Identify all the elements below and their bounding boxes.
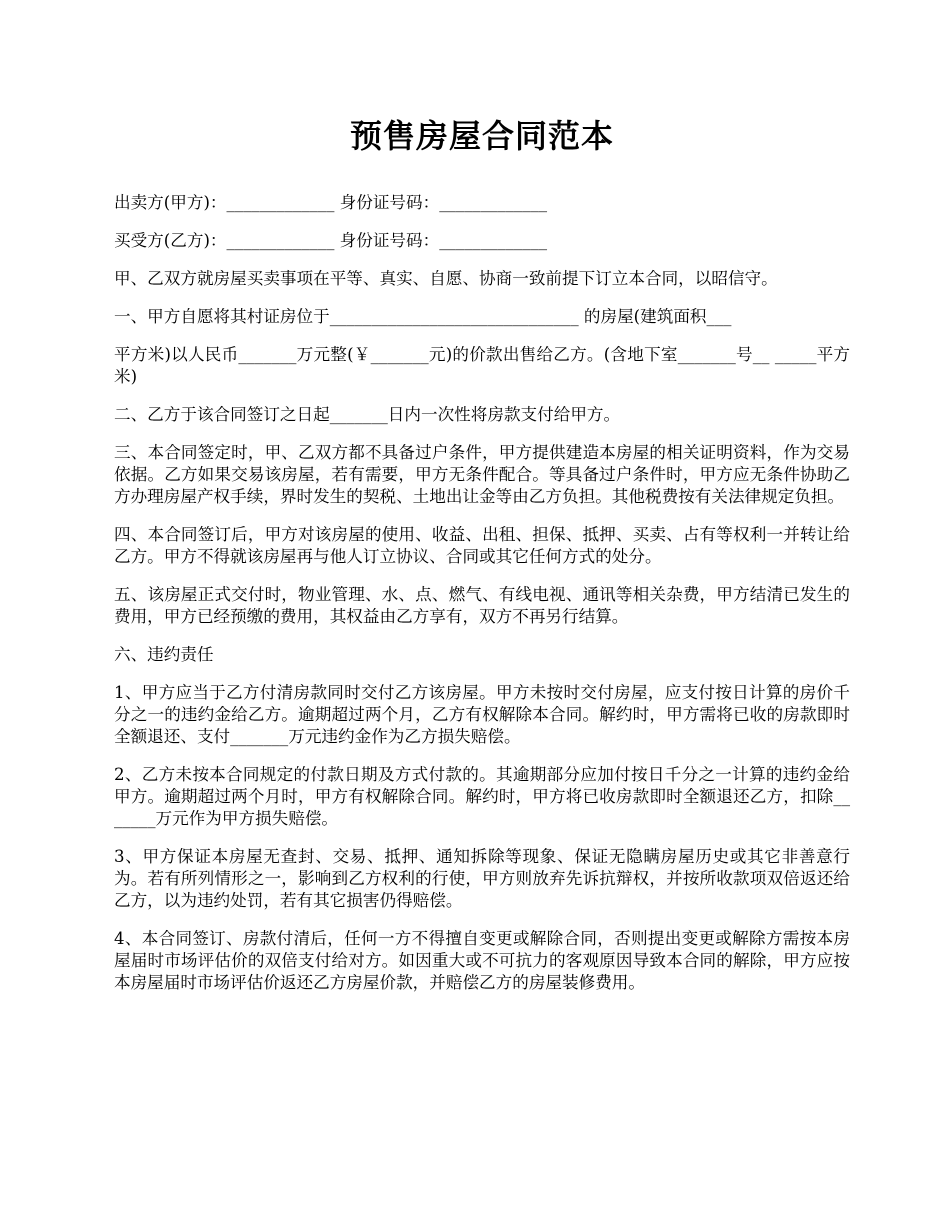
breach-item-2: 2、乙方未按本合同规定的付款日期及方式付款的。其逾期部分应加付按日千分之一计算的违约金给甲方。逾期超过两个月时，甲方有权解除合同。解约时，甲方将已收房款即时全额退还乙方，扣除_______万元作为甲方损失赔偿。 <box>114 765 850 828</box>
clause-1-price: 平方米)以人民币_______万元整(￥_______元)的价款出售给乙方。(含地下室_______号__ _____平方米) <box>114 345 850 386</box>
clause-2: 二、乙方于该合同签订之日起_______日内一次性将房款支付给甲方。 <box>114 405 621 424</box>
buyer-line: 买受方(乙方)：_____________ 身份证号码：_____________ <box>114 231 548 250</box>
seller-line: 出卖方(甲方)：_____________ 身份证号码：_____________ <box>114 193 548 212</box>
document-title: 预售房屋合同范本 <box>349 117 614 155</box>
clause-5: 五、该房屋正式交付时，物业管理、水、点、燃气、有线电视、通讯等相关杂费，甲方结清已发生的费用，甲方已经预缴的费用，其权益由乙方享有，双方不再另行结算。 <box>114 585 850 626</box>
breach-item-3: 3、甲方保证本房屋无查封、交易、抵押、通知拆除等现象、保证无隐瞒房屋历史或其它非善意行为。若有所列情形之一，影响到乙方权利的行使，甲方则放弃先诉抗辩权，并按所收款项双倍返还给乙方，以为违约处罚，若有其它损害仍得赔偿。 <box>114 847 850 910</box>
breach-item-4: 4、本合同签订、房款付清后，任何一方不得擅自变更或解除合同，否则提出变更或解除方需按本房屋届时市场评估价的双倍支付给对方。如因重大或不可抗力的客观原因导致本合同的解除，甲方应按本房屋届时市场评估价返还乙方房屋价款，并赔偿乙方的房屋装修费用。 <box>114 929 850 992</box>
document-page <box>114 108 850 1010</box>
breach-item-1: 1、甲方应当于乙方付清房款同时交付乙方该房屋。甲方未按时交付房屋，应支付按日计算的房价千分之一的违约金给乙方。逾期超过两个月，乙方有权解除本合同。解约时，甲方需将已收的房款即时全额退还、支付_______万元违约金作为乙方损失赔偿。 <box>114 683 850 746</box>
preamble: 甲、乙双方就房屋买卖事项在平等、真实、自愿、协商一致前提下订立本合同，以昭信守。 <box>114 269 778 288</box>
clause-3: 三、本合同签定时，甲、乙双方都不具备过户条件，甲方提供建造本房屋的相关证明资料，作为交易依据。乙方如果交易该房屋，若有需要，甲方无条件配合。等具备过户条件时，甲方应无条件协助乙方办理房屋产权手续，界时发生的契税、土地出让金等由乙方负担。其他税费按有关法律规定负担。 <box>114 443 850 506</box>
clause-6-heading: 六、违约责任 <box>114 645 214 664</box>
clause-1-location: 一、甲方自愿将其村证房位于______________________________ 的房屋(建筑面积___ <box>114 307 737 326</box>
clause-4: 四、本合同签订后，甲方对该房屋的使用、收益、出租、担保、抵押、买卖、占有等权利一并转让给乙方。甲方不得就该房屋再与他人订立协议、合同或其它任何方式的处分。 <box>114 525 850 566</box>
